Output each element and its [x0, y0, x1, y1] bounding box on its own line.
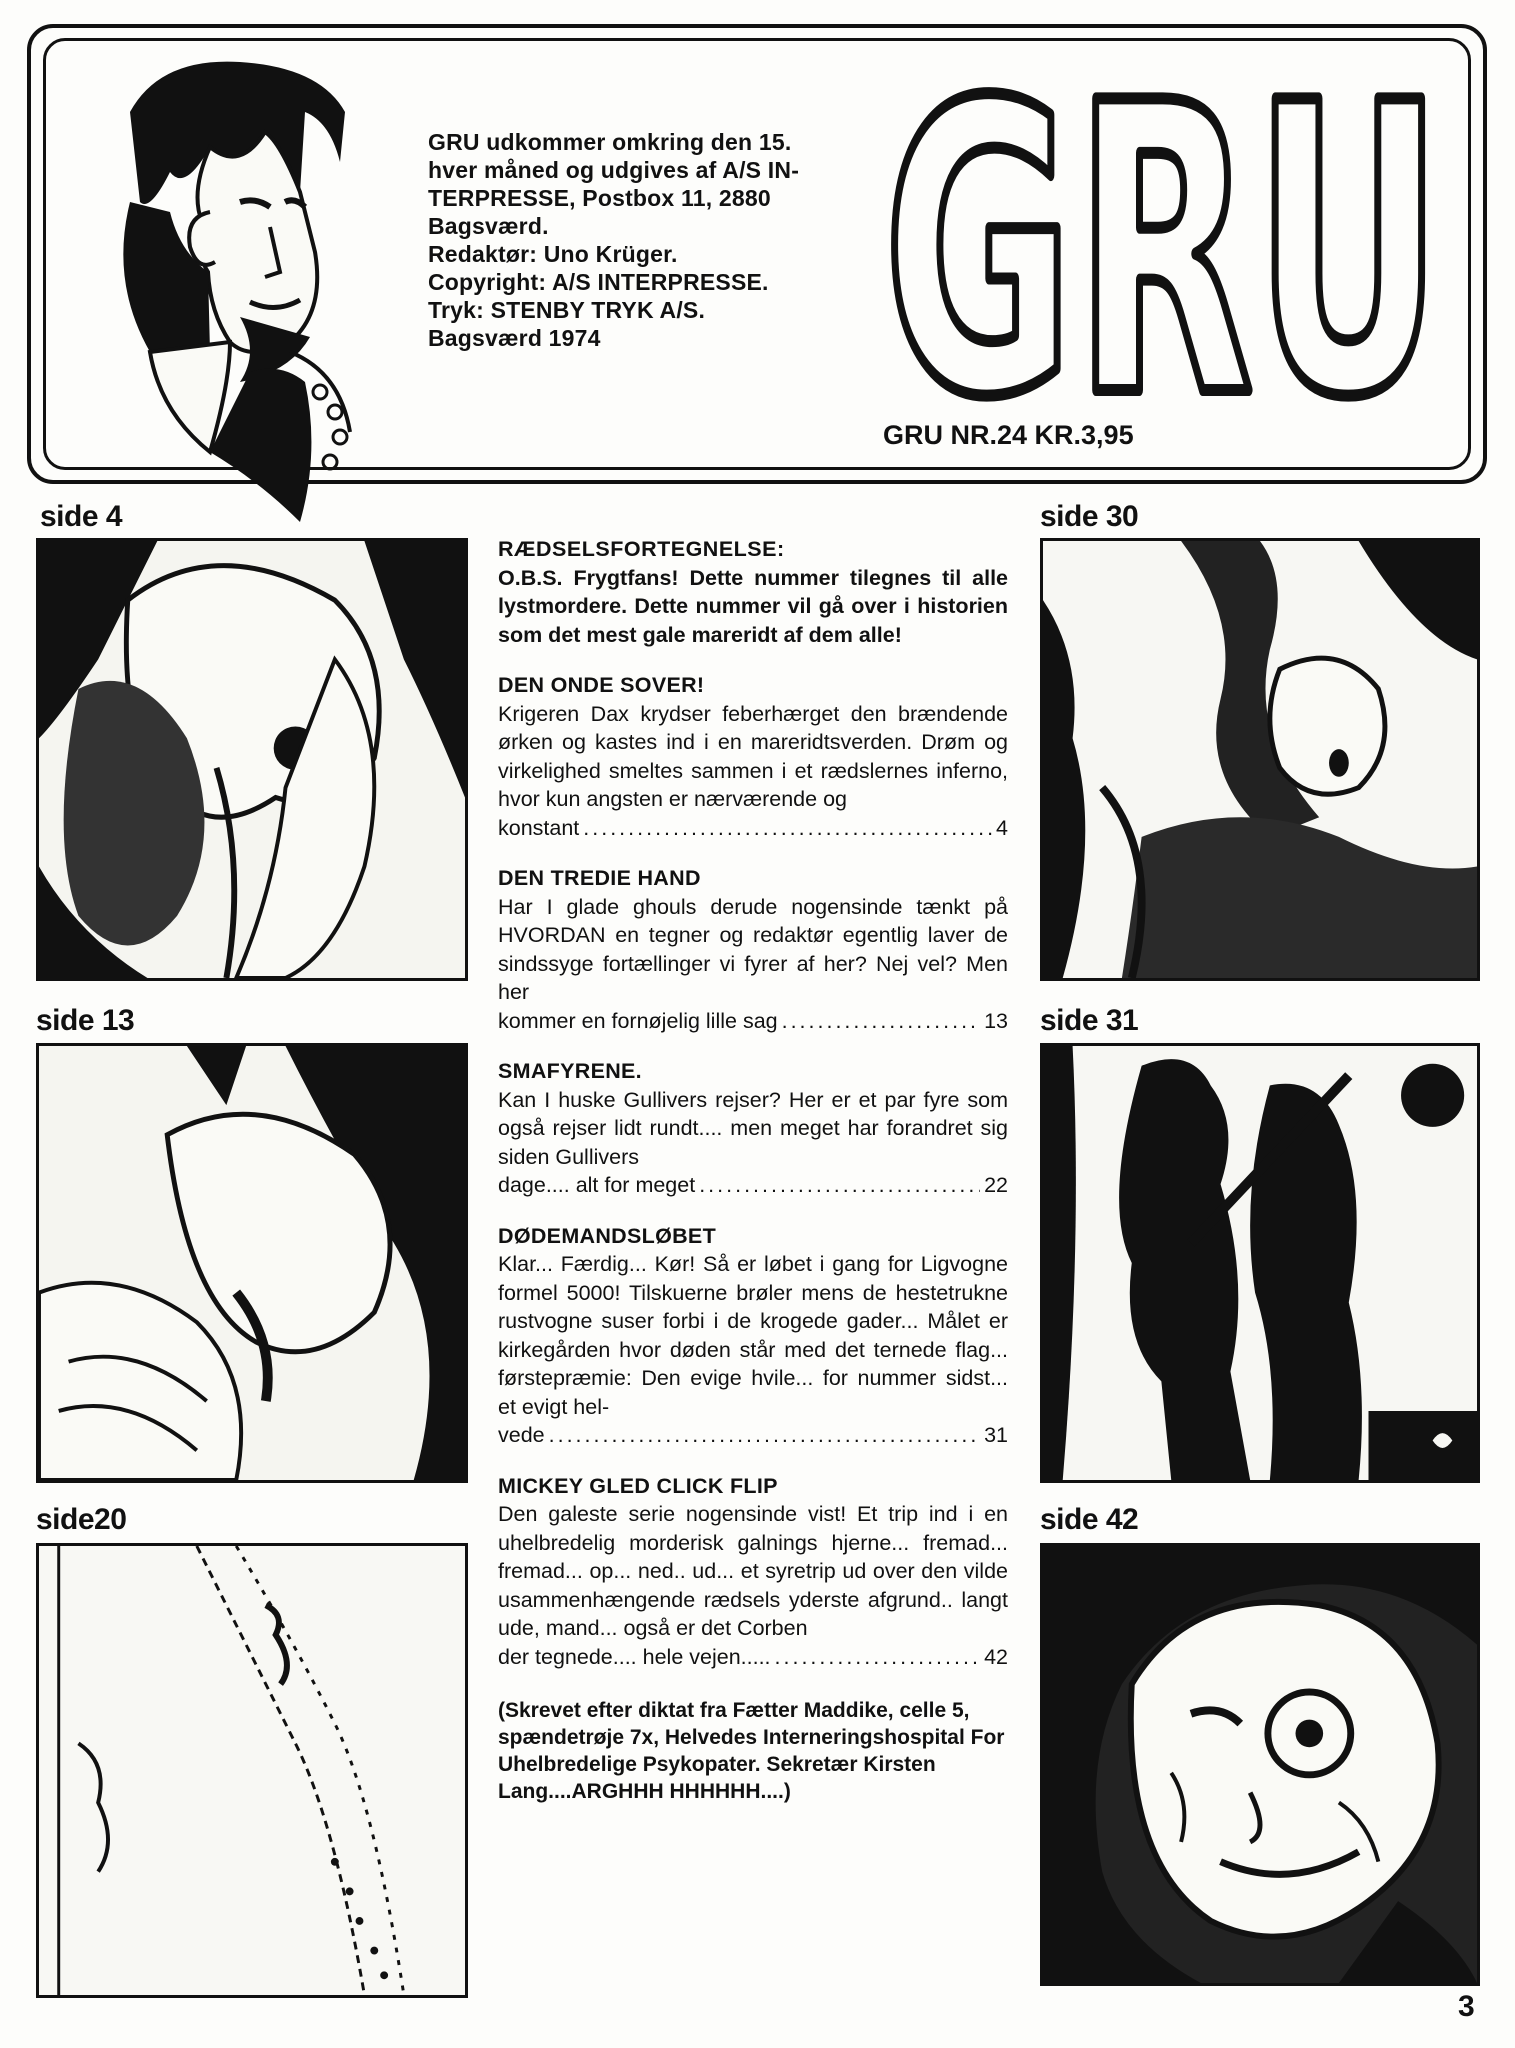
toc-entry-page-line [498, 1007, 1008, 1036]
toc-entry-page-line [498, 1421, 1008, 1450]
toc-entry-last-words: vede [498, 1423, 545, 1447]
imprint-line: Redaktør: Uno Krüger. [428, 241, 678, 267]
toc-entry-body: Den galeste serie nogensinde vist! Et trip ind i en uhelbredelig morderisk galnings hjerne... fremad... fremad... op... ned.. ud... et syretrip ud over den vilde usammenhængende rædsels yderste afgrund.. langt ude, mand... også er det Corben [498, 1502, 1008, 1640]
toc-entry [498, 1222, 1008, 1450]
toc-entry-last-words: kommer en fornøjelig lille sag [498, 1008, 778, 1033]
toc-entry [498, 1472, 1008, 1672]
issue-line: GRU NR.24 KR.3,95 [883, 420, 1134, 450]
comic-panel-screaming-man [1040, 538, 1480, 981]
toc-entry [498, 864, 1008, 1035]
imprint-block [428, 128, 868, 352]
toc-entry-body: Har I glade ghouls derude nogensinde tænkt på HVORDAN en tegner og redaktør egentlig laver de sindssyge fortællinger vi fyrer af her? Nej vel? Men her [498, 894, 1008, 1004]
toc-entry-title: DEN TREDIE HAND [498, 866, 701, 890]
toc-entry-page: 22 [984, 1173, 1008, 1197]
contents-intro: O.B.S. Frygtfans! Dette nummer tilegnes til alle lystmordere. Dette nummer vil gå over i historien som det mest gale mareridt af dem alle! [498, 565, 1008, 647]
panel-label-side-30: side 30 [1040, 500, 1139, 533]
panel-label-side-13: side 13 [36, 1004, 135, 1037]
imprint-line: Copyright: A/S INTERPRESSE. [428, 269, 769, 295]
comic-panel-embrace [36, 1043, 468, 1483]
toc-entry-last-words: konstant [498, 815, 580, 840]
panel-label-side-31: side 31 [1040, 1004, 1139, 1037]
toc-entry-title: DØDEMANDSLØBET [498, 1223, 717, 1248]
toc-entry-page: 42 [984, 1644, 1008, 1669]
table-of-contents [498, 535, 1008, 1805]
toc-entry-title: DEN ONDE SOVER! [498, 673, 705, 697]
toc-entry-page: 31 [984, 1423, 1008, 1447]
toc-entry-page-line [498, 814, 1008, 843]
page-number: 3 [1458, 1990, 1475, 2023]
comic-panel-horse-rider [36, 538, 468, 981]
toc-entry-page: 4 [996, 815, 1008, 840]
imprint-line: hver måned og udgives af A/S IN- [428, 157, 800, 183]
panel-label-side-4: side 4 [40, 500, 123, 533]
toc-entry-title: MICKEY GLED CLICK FLIP [498, 1473, 778, 1498]
toc-entry-body: Kan I huske Gullivers rejser? Her er et par fyre som også rejser lidt rundt.... men meget har forandret sig siden Gullivers [498, 1087, 1008, 1169]
toc-leader-dots [549, 1421, 980, 1450]
dictation-footnote: (Skrevet efter diktat fra Fætter Maddike, celle 5, spændetrøje 7x, Helvedes Interneringshospital For Uhelbredelige Psykopater. Sekretær Kirsten Lang....ARGHHH HHHHHH....) [498, 1699, 1005, 1803]
ghoul-portrait-illustration [90, 52, 410, 522]
toc-entry [498, 671, 1008, 842]
toc-entry-page-line [498, 1643, 1008, 1672]
toc-entry [498, 1057, 1008, 1200]
toc-entry-page: 13 [984, 1008, 1008, 1033]
imprint-line: TERPRESSE, Postbox 11, 2880 [428, 185, 771, 211]
imprint-line: Bagsværd. [428, 213, 549, 239]
toc-leader-dots [782, 1007, 980, 1036]
imprint-line: GRU udkommer omkring den 15. [428, 129, 792, 155]
imprint-line: Tryk: STENBY TRYK A/S. [428, 297, 706, 323]
comic-panel-silhouettes [1040, 1043, 1480, 1483]
gru-logo [873, 60, 1453, 415]
contents-heading: RÆDSELSFORTEGNELSE: [498, 537, 785, 561]
toc-entry-page-line [498, 1171, 1008, 1200]
toc-entry-body: Krigeren Dax krydser feberhærget den brændende ørken og kastes ind i en mareridtsverden. Drøm og virkelighed smeltes sammen i et rædslernes inferno, hvor kun angsten er nærværende og [498, 701, 1008, 811]
toc-leader-dots [775, 1643, 981, 1672]
panel-label-side-20: side20 [36, 1503, 127, 1536]
toc-leader-dots [583, 814, 992, 843]
toc-entry-title: SMAFYRENE. [498, 1059, 642, 1083]
toc-entry-last-words: der tegnede.... hele vejen..... [498, 1644, 771, 1669]
imprint-line: Bagsværd 1974 [428, 325, 601, 351]
toc-entry-last-words: dage.... alt for meget [498, 1173, 696, 1197]
panel-label-side-42: side 42 [1040, 1503, 1139, 1536]
comic-panel-monocle-ghoul [1040, 1543, 1480, 1986]
toc-entry-body: Klar... Færdig... Kør! Så er løbet i gang for Ligvogne formel 5000! Tilskuerne brøler mens de hestetrukne rustvogne suser forbi i de krogede gader... Målet er kirkegården hvor døden står med det ternede flag... førstepræmie: Den evige hvile... for nummer sidst... et evigt hel- [498, 1252, 1008, 1419]
comic-panel-rock-wall [36, 1543, 468, 1998]
toc-leader-dots [699, 1171, 980, 1200]
gru-logo-text: GRU [883, 60, 1443, 415]
